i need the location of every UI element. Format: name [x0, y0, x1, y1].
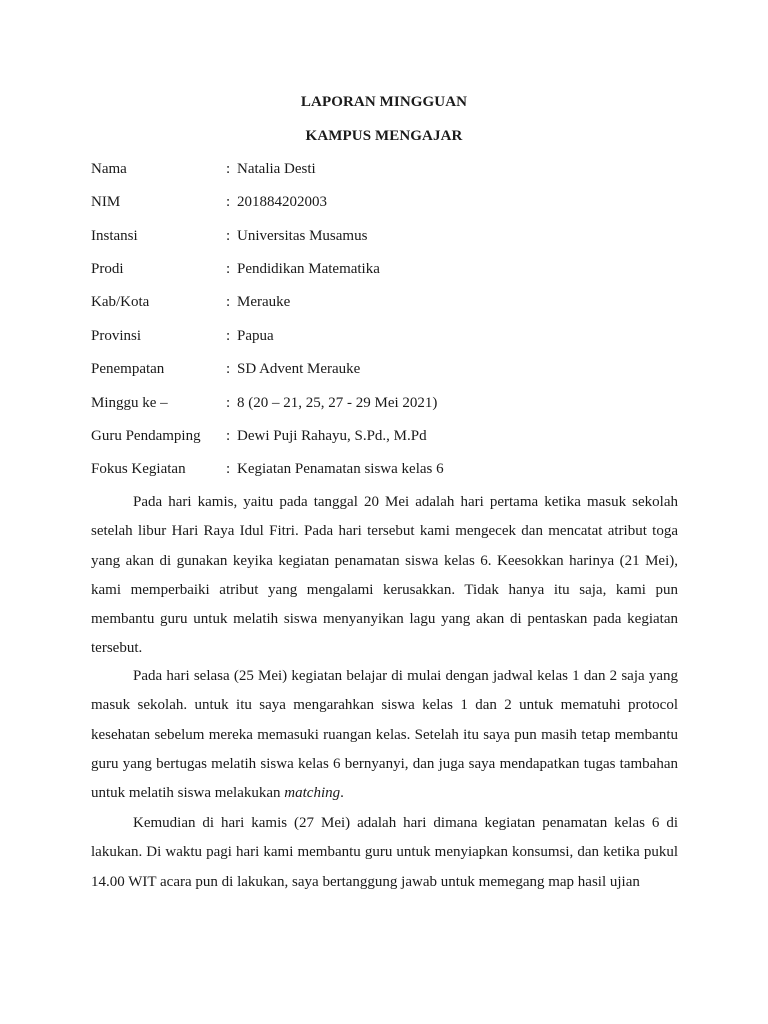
- paragraph-2-text: Pada hari selasa (25 Mei) kegiatan belajar di mulai dengan jadwal kelas 1 dan 2 saja yang masuk sekolah. untuk itu saya mengarahkan siswa kelas 1 dan 2 untuk mematuhi protocol kesehatan sebelum mereka memasuki ruangan kelas. Setelah itu saya pun masih tetap membantu guru yang bertugas melatih siswa kelas 6 bernyanyi, dan juga saya mendapatkan tugas tambahan untuk melatih siswa melakukan: [91, 668, 678, 802]
- info-label: Fokus Kegiatan: [91, 461, 186, 477]
- info-value: 8 (20 – 21, 25, 27 - 29 Mei 2021): [237, 395, 438, 411]
- paragraph-2-end: .: [340, 785, 344, 802]
- info-label: Instansi: [91, 228, 138, 244]
- info-value: Dewi Puji Rahayu, S.Pd., M.Pd: [237, 428, 427, 444]
- paragraph-2-italic: matching: [284, 785, 341, 802]
- info-colon: :: [226, 461, 231, 477]
- info-label: Guru Pendamping: [91, 428, 201, 444]
- info-colon: :: [226, 294, 231, 310]
- report-subtitle: KAMPUS MENGAJAR: [305, 128, 463, 144]
- info-label: Minggu ke –: [91, 395, 168, 411]
- report-title: LAPORAN MINGGUAN: [300, 94, 468, 110]
- info-colon: :: [226, 361, 231, 377]
- info-value: Papua: [237, 328, 274, 344]
- info-label: Provinsi: [91, 328, 142, 344]
- info-colon: :: [226, 328, 231, 344]
- info-value: 201884202003: [237, 194, 327, 210]
- info-value: Merauke: [237, 294, 291, 310]
- paragraph-2: [91, 662, 678, 808]
- info-label: Kab/Kota: [91, 294, 150, 310]
- info-value: Natalia Desti: [237, 161, 316, 177]
- paragraph-1: Pada hari kamis, yaitu pada tanggal 20 Mei adalah hari pertama ketika masuk sekolah setelah libur Hari Raya Idul Fitri. Pada hari tersebut kami mengecek dan mencatat atribut toga yang akan di gunakan keyika kegiatan penamatan siswa kelas 6. Keesokkan harinya (21 Mei), kami memperbaiki atribut yang mengalami kerusakkan. Tidak hanya itu saja, kami pun membantu guru untuk melatih siswa menyanyikan lagu yang akan di pentaskan pada kegiatan tersebut.: [91, 494, 678, 657]
- info-colon: :: [226, 228, 231, 244]
- info-colon: :: [226, 194, 231, 210]
- info-colon: :: [226, 261, 231, 277]
- info-label: Prodi: [91, 261, 124, 277]
- paragraph-3: Kemudian di hari kamis (27 Mei) adalah hari dimana kegiatan penamatan kelas 6 di lakukan. Di waktu pagi hari kami membantu guru untuk menyiapkan konsumsi, dan ketika pukul 14.00 WIT acara pun di lakukan, saya bertanggung jawab untuk memegang map hasil ujian: [91, 815, 678, 890]
- info-label: Penempatan: [91, 361, 165, 377]
- info-value: SD Advent Merauke: [237, 361, 361, 377]
- info-colon: :: [226, 428, 231, 444]
- info-colon: :: [226, 395, 231, 411]
- info-value: Pendidikan Matematika: [237, 261, 380, 277]
- info-label: Nama: [91, 161, 127, 177]
- info-value: Kegiatan Penamatan siswa kelas 6: [237, 461, 444, 477]
- info-colon: :: [226, 161, 231, 177]
- info-value: Universitas Musamus: [237, 228, 368, 244]
- info-label: NIM: [91, 194, 121, 210]
